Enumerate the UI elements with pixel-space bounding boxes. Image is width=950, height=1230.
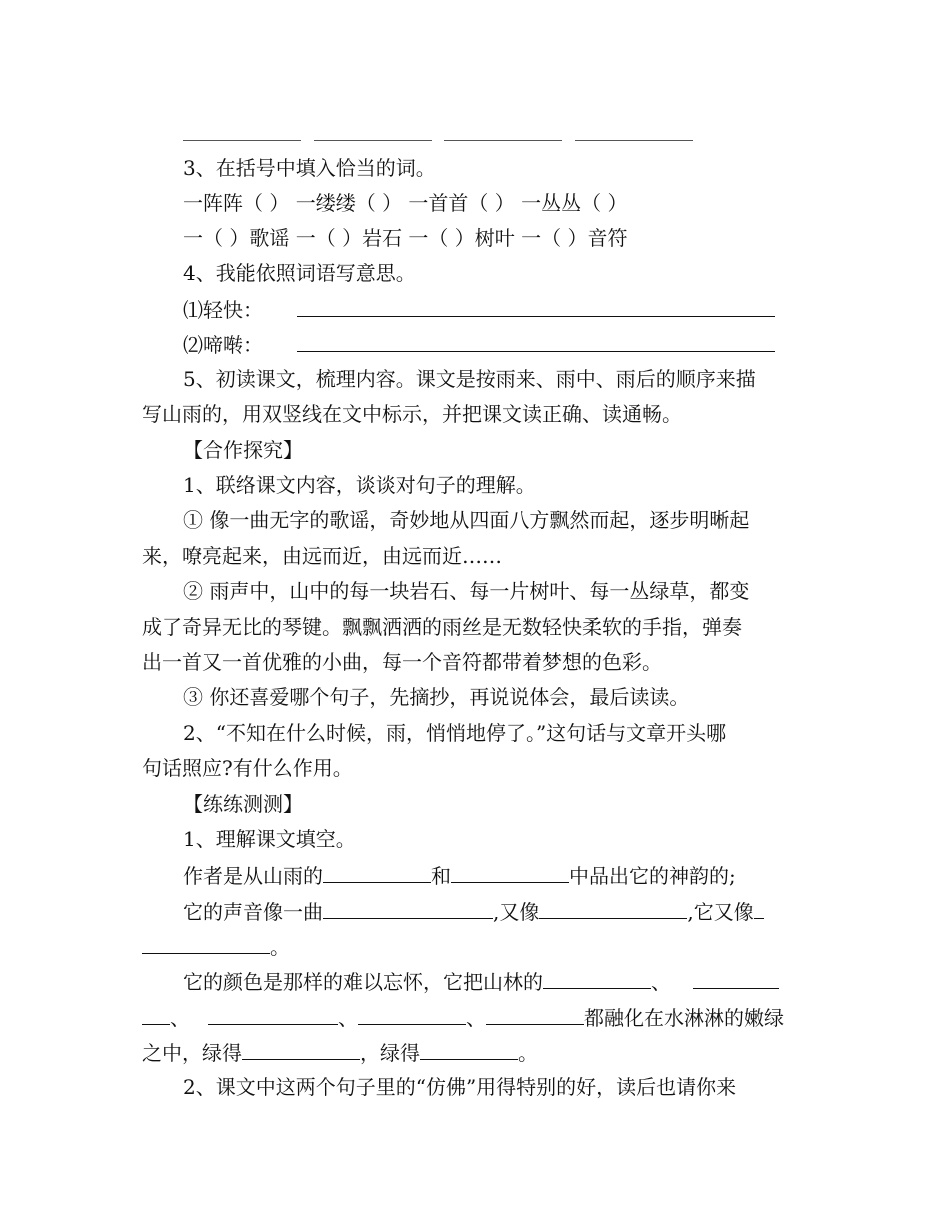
answer-blank[interactable] bbox=[142, 1006, 170, 1025]
fill-blank-row: 、 、 、 都融化在水淋淋的嫩绿 bbox=[142, 1006, 784, 1028]
answer-blank[interactable] bbox=[208, 1006, 338, 1025]
question-4: 4、我能依照词语写意思。 bbox=[183, 261, 416, 285]
term-label: ⑵啼啭： bbox=[183, 333, 263, 357]
answer-blank[interactable] bbox=[543, 970, 651, 989]
answer-blank[interactable] bbox=[451, 864, 569, 883]
term-label: ⑴轻快： bbox=[183, 298, 263, 322]
answer-blank[interactable] bbox=[693, 970, 779, 989]
practice-question-1: 1、理解课文填空。 bbox=[183, 827, 356, 851]
fill-blank-row: 它的声音像一曲 ,又像 ,它又像 bbox=[183, 900, 764, 922]
sentence-1: ① 像一曲无字的歌谣，奇妙地从四面八方飘然而起，逐步明晰起 bbox=[183, 508, 750, 532]
question-5: 5、初读课文，梳理内容。课文是按雨来、雨中、雨后的顺序来描 bbox=[183, 367, 756, 391]
coop-question-2: 2、“不知在什么时候，雨，悄悄地停了。”这句话与文章开头哪 bbox=[183, 721, 727, 745]
answer-blank[interactable] bbox=[539, 900, 687, 919]
practice-question-2: 2、课文中这两个句子里的“仿佛”用得特别的好，读后也请你来 bbox=[183, 1075, 737, 1099]
sentence-1-cont: 来，嘹亮起来，由远而近，由远而近…… bbox=[142, 544, 502, 568]
answer-blank[interactable] bbox=[754, 900, 764, 919]
answer-blank[interactable] bbox=[323, 864, 431, 883]
fill-blank-row: 作者是从山雨的 和 中品出它的神韵的; bbox=[183, 864, 736, 888]
fill-blank-row: 之中，绿得 ，绿得 。 bbox=[142, 1041, 538, 1065]
fill-blank-row: 。 bbox=[142, 935, 290, 957]
definition-row-2 bbox=[183, 333, 775, 355]
sentence-2: ② 雨声中，山中的每一块岩石、每一片树叶、每一丛绿草，都变 bbox=[183, 579, 750, 603]
section-heading: 【合作探究】 bbox=[183, 438, 303, 462]
question-3: 3、在括号中填入恰当的词。 bbox=[183, 156, 436, 180]
answer-blank[interactable] bbox=[420, 1041, 518, 1060]
coop-question-2-cont: 句话照应?有什么作用。 bbox=[142, 756, 353, 780]
answer-blank[interactable] bbox=[314, 140, 432, 141]
sentence-2-cont: 成了奇异无比的琴键。飘飘洒洒的雨丝是无数轻快柔软的手指，弹奏 bbox=[142, 615, 742, 639]
answer-blank[interactable] bbox=[358, 1006, 466, 1025]
fill-in-row-1: 一阵阵（ ） 一缕缕（ ） 一首首（ ） 一丛丛（ ） bbox=[183, 191, 628, 215]
answer-blank[interactable] bbox=[486, 1006, 584, 1025]
answer-blank[interactable] bbox=[297, 333, 775, 352]
answer-blank[interactable] bbox=[297, 298, 775, 317]
sentence-3: ③ 你还喜爱哪个句子，先摘抄，再说说体会，最后读读。 bbox=[183, 685, 690, 709]
coop-question-1: 1、联络课文内容，谈谈对句子的理解。 bbox=[183, 473, 536, 497]
question-5-cont: 写山雨的，用双竖线在文中标示，并把课文读正确、读通畅。 bbox=[142, 402, 682, 426]
answer-blank[interactable] bbox=[183, 140, 301, 141]
section-heading: 【练练测测】 bbox=[183, 792, 303, 816]
answer-blank[interactable] bbox=[242, 1041, 360, 1060]
answer-blank[interactable] bbox=[575, 140, 693, 141]
fill-blank-row: 它的颜色是那样的难以忘怀，它把山林的 、 bbox=[183, 970, 779, 992]
answer-blank[interactable] bbox=[444, 140, 562, 141]
fill-in-row-2: 一（ ）歌谣 一（ ）岩石 一（ ）树叶 一（ ）音符 bbox=[183, 226, 628, 250]
definition-row-1 bbox=[183, 298, 775, 320]
answer-blank[interactable] bbox=[323, 900, 493, 919]
sentence-2-cont: 出一首又一首优雅的小曲，每一个音符都带着梦想的色彩。 bbox=[142, 650, 662, 674]
answer-blank[interactable] bbox=[142, 935, 270, 954]
